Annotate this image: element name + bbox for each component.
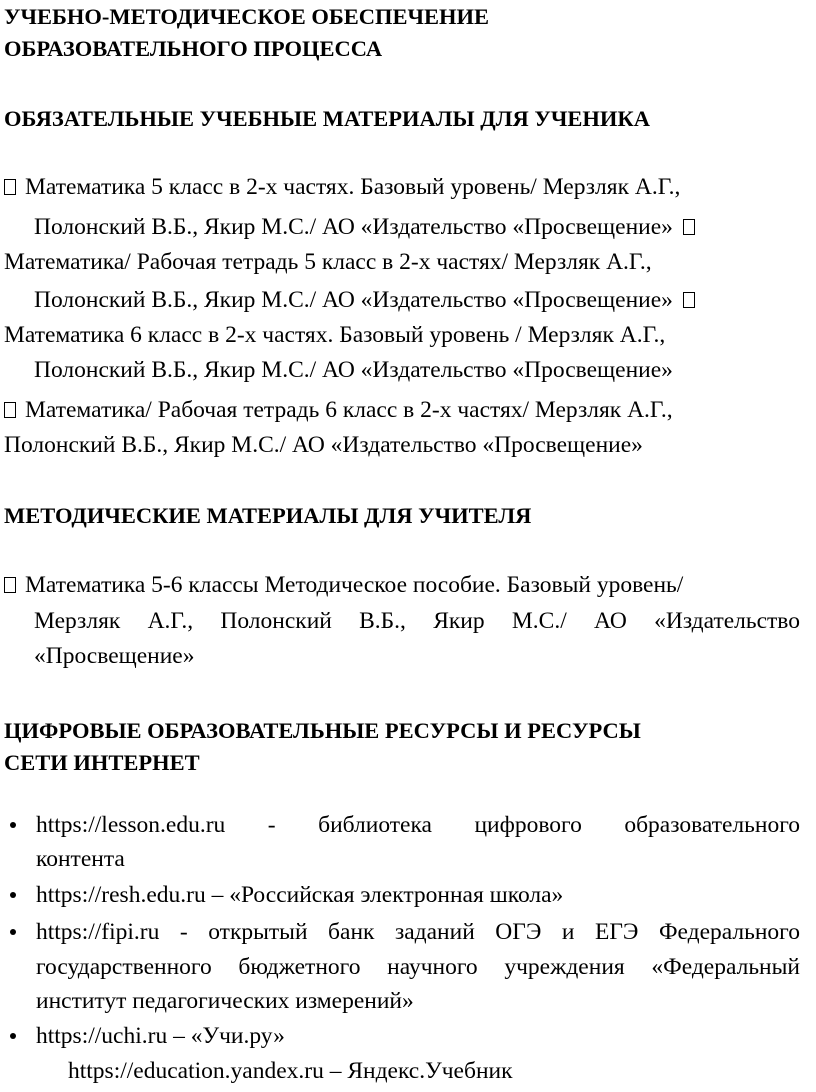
page-title-line-2: ОБРАЗОВАТЕЛЬНОГО ПРОЦЕССА	[4, 36, 383, 61]
page-title-line-1: УЧЕБНО-МЕТОДИЧЕСКОЕ ОБЕСПЕЧЕНИЕ	[4, 4, 490, 29]
bullet-box-icon	[4, 179, 16, 195]
student-materials-heading: ОБЯЗАТЕЛЬНЫЕ УЧЕБНЫЕ МАТЕРИАЛЫ ДЛЯ УЧЕНИКА	[4, 106, 650, 131]
digital-resources-heading-line-2: СЕТИ ИНТЕРНЕТ	[4, 750, 200, 775]
link-lesson-edu[interactable]: https://lesson.edu.ru - библиотека цифрового образовательного	[36, 812, 800, 838]
list-item: Полонский В.Б., Якир М.С./ АО «Издательство «Просвещение»	[34, 285, 695, 315]
bullet-dot-icon	[10, 822, 16, 828]
list-item: Полонский В.Б., Якир М.С./ АО «Издательство «Просвещение»	[34, 357, 673, 383]
bullet-dot-icon	[10, 892, 16, 898]
link-fipi[interactable]: https://fipi.ru - открытый банк заданий ОГЭ и ЕГЭ Федерального	[36, 919, 800, 945]
digital-resources-heading-line-1: ЦИФРОВЫЕ ОБРАЗОВАТЕЛЬНЫЕ РЕСУРСЫ И РЕСУРСЫ	[4, 718, 641, 743]
link-uchi[interactable]: https://uchi.ru – «Учи.ру»	[36, 1023, 285, 1049]
list-item: «Просвещение»	[34, 643, 195, 669]
list-item: институт педагогических измерений»	[36, 988, 414, 1014]
list-item: Математика/ Рабочая тетрадь 6 класс в 2-х частях/ Мерзляк А.Г.,	[4, 395, 673, 425]
bullet-box-icon	[683, 219, 695, 235]
bullet-dot-icon	[10, 929, 16, 935]
list-item: контента	[36, 846, 125, 872]
list-item: Математика 5-6 классы Методическое пособие. Базовый уровень/	[4, 570, 683, 600]
bullet-box-icon	[683, 292, 695, 308]
link-resh-edu[interactable]: https://resh.edu.ru – «Российская электронная школа»	[36, 882, 564, 908]
bullet-box-icon	[4, 577, 16, 593]
list-item: государственного бюджетного научного учреждения «Федеральный	[36, 954, 800, 980]
bullet-dot-icon	[10, 1033, 16, 1039]
list-item: Математика/ Рабочая тетрадь 5 класс в 2-х частях/ Мерзляк А.Г.,	[4, 249, 652, 275]
link-education-yandex[interactable]: https://education.yandex.ru – Яндекс.Учебник	[68, 1058, 513, 1084]
list-item: Полонский В.Б., Якир М.С./ АО «Издательство «Просвещение»	[4, 432, 643, 458]
bullet-box-icon	[4, 402, 16, 418]
list-item: Мерзляк А.Г., Полонский В.Б., Якир М.С./ АО «Издательство	[34, 608, 800, 634]
list-item: Математика 6 класс в 2-х частях. Базовый уровень / Мерзляк А.Г.,	[4, 322, 666, 348]
list-item: Математика 5 класс в 2-х частях. Базовый уровень/ Мерзляк А.Г.,	[4, 172, 680, 202]
list-item: Полонский В.Б., Якир М.С./ АО «Издательство «Просвещение»	[34, 212, 695, 242]
teacher-materials-heading: МЕТОДИЧЕСКИЕ МАТЕРИАЛЫ ДЛЯ УЧИТЕЛЯ	[4, 503, 532, 528]
